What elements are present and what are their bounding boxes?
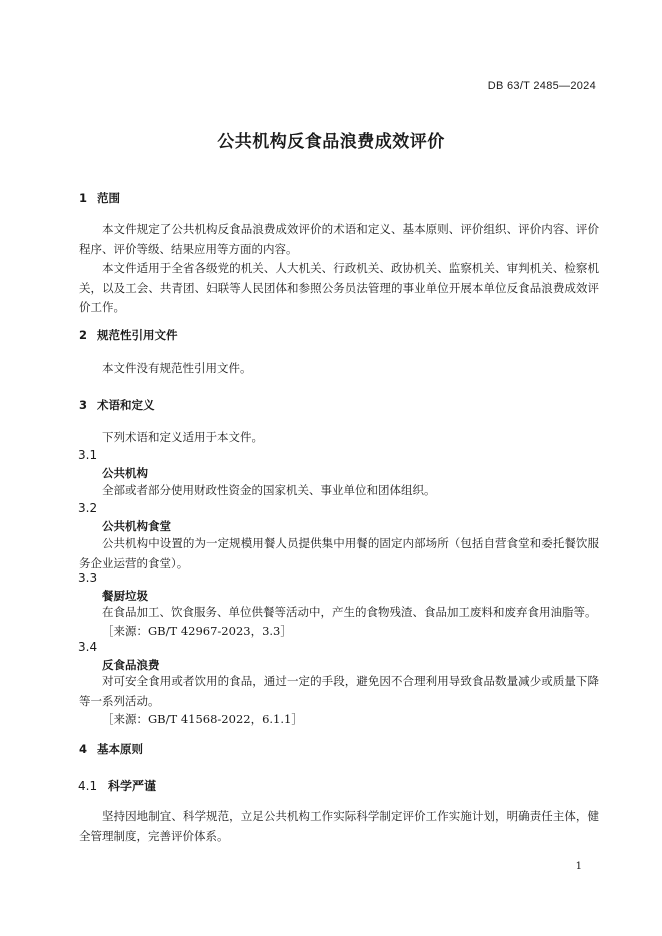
- section-1-paragraph-2: 本文件适用于全省各级党的机关、人大机关、行政机关、政协机关、监察机关、审判机关、检察机关，以及工会、共青团、妇联等人民团体和参照公务员法管理的事业单位开展本单位反食品浪费成效评价工作。: [79, 261, 599, 314]
- term-definition: 在食品加工、饮食服务、单位供餐等活动中，产生的食物残渣、食品加工废料和废弃食用油脂等。: [102, 605, 597, 619]
- section-number: 2: [79, 328, 88, 342]
- section-number: 1: [79, 191, 88, 205]
- term-definition: 公共机构中设置的为一定规模用餐人员提供集中用餐的固定内部场所（包括自营食堂和委托餐饮服务企业运营的食堂）。: [79, 536, 599, 570]
- section-3-heading: [79, 397, 155, 413]
- term-number: 3.2: [78, 501, 98, 515]
- section-4-heading: [79, 741, 143, 757]
- subsection-4-1-heading: [78, 777, 156, 794]
- term-number: 3.3: [78, 571, 98, 585]
- section-title: 规范性引用文件: [97, 328, 178, 342]
- section-title: 范围: [97, 191, 120, 205]
- term-name: 餐厨垃圾: [102, 589, 148, 603]
- section-2-heading: [79, 327, 178, 343]
- subsection-number: 4.1: [78, 779, 98, 793]
- term-name: 反食品浪费: [102, 658, 160, 672]
- term-source: ［来源：GB/T 42967-2023，3.3］: [102, 624, 292, 638]
- page-number: 1: [575, 861, 582, 872]
- section-3-paragraph-1: 下列术语和定义适用于本文件。: [102, 430, 263, 444]
- subsection-4-1-paragraph: 坚持因地制宜、科学规范，立足公共机构工作实际科学制定评价工作实施计划，明确责任主体，健全管理制度，完善评价体系。: [79, 809, 599, 843]
- section-number: 3: [79, 398, 88, 412]
- document-title: 公共机构反食品浪费成效评价: [217, 132, 445, 152]
- term-source: ［来源：GB/T 41568-2022，6.1.1］: [102, 712, 303, 726]
- section-1-heading: [79, 190, 120, 206]
- term-number: 3.1: [78, 448, 98, 462]
- section-1-paragraph-1: 本文件规定了公共机构反食品浪费成效评价的术语和定义、基本原则、评价组织、评价内容、评价程序、评价等级、结果应用等方面的内容。: [79, 222, 599, 256]
- section-title: 术语和定义: [97, 398, 155, 412]
- section-2-paragraph-1: 本文件没有规范性引用文件。: [102, 361, 252, 375]
- term-name: 公共机构: [102, 466, 148, 480]
- section-number: 4: [79, 742, 88, 756]
- standard-code: DB 63/T 2485—2024: [487, 80, 596, 92]
- term-definition: 对可安全食用或者饮用的食品，通过一定的手段，避免因不合理利用导致食品数量减少或质量下降等一系列活动。: [79, 674, 599, 708]
- subsection-title: 科学严谨: [108, 779, 157, 793]
- term-name: 公共机构食堂: [102, 519, 171, 533]
- term-definition: 全部或者部分使用财政性资金的国家机关、事业单位和团体组织。: [102, 483, 436, 497]
- section-title: 基本原则: [97, 742, 143, 756]
- term-number: 3.4: [78, 640, 98, 654]
